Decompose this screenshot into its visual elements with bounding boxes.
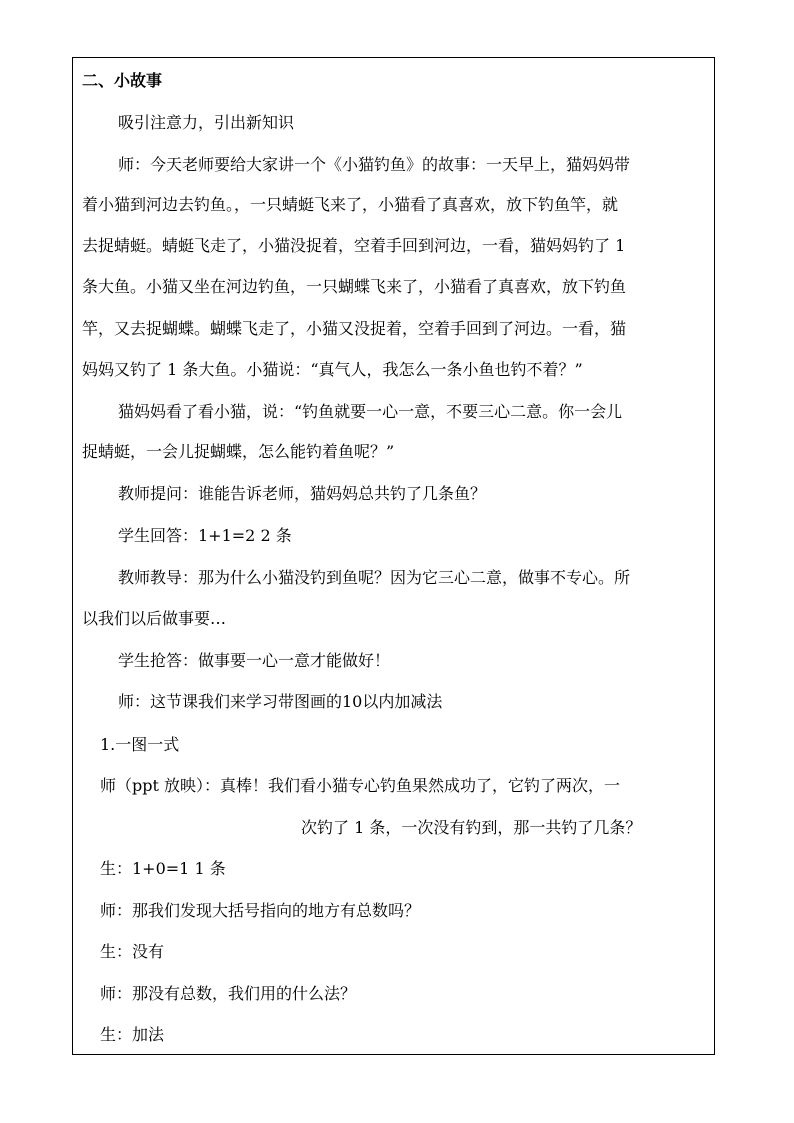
text-line: 妈妈又钓了 1 条大鱼。小猫说：“真气人，我怎么一条小鱼也钓不着？” <box>82 360 583 379</box>
text-line: 吸引注意力，引出新知识 <box>118 113 295 132</box>
text-line: 师：今天老师要给大家讲一个《小猫钓鱼》的故事：一天早上，猫妈妈带 <box>118 155 631 174</box>
text-line: 师：这节课我们来学习带图画的10以内加减法 <box>118 692 443 711</box>
numbered-heading: 1.一图一式 <box>100 735 180 754</box>
text-line: 着小猫到河边去钓鱼。，一只蜻蜓飞来了，小猫看了真喜欢，放下钓鱼竿，就 <box>82 195 619 214</box>
text-line: 以我们以后做事要… <box>82 609 227 628</box>
text-line: 学生回答：1+1=2 2 条 <box>118 526 292 545</box>
text-line: 猫妈妈看了看小猫，说：“钓鱼就要一心一意，不要三心二意。你一会儿 <box>118 402 623 421</box>
text-line: 竿，又去捉蝴蝶。蝴蝶飞走了，小猫又没捉着，空着手回到了河边。一看，猫 <box>82 319 627 338</box>
text-line: 去捉蜻蜓。蜻蜓飞走了，小猫没捉着，空着手回到河边，一看，猫妈妈钓了 1 <box>82 236 626 255</box>
section-title: 二、小故事 <box>82 71 163 90</box>
text-line: 教师提问：谁能告诉老师，猫妈妈总共钓了几条鱼？ <box>118 484 487 503</box>
text-line: 教师教导：那为什么小猫没钓到鱼呢？因为它三心二意，做事不专心。所 <box>118 568 631 587</box>
text-line: 师（ppt 放映）：真棒！我们看小猫专心钓鱼果然成功了，它钓了两次，一 <box>100 776 621 795</box>
text-line: 生：加法 <box>100 1025 165 1044</box>
text-line: 师：那没有总数，我们用的什么法？ <box>100 984 357 1003</box>
text-line: 师：那我们发现大括号指向的地方有总数吗？ <box>100 901 421 920</box>
text-line: 条大鱼。小猫又坐在河边钓鱼，一只蝴蝶飞来了，小猫看了真喜欢，放下钓鱼 <box>82 277 627 296</box>
text-line: 生：1+0=1 1 条 <box>100 859 226 878</box>
text-line: 捉蜻蜓，一会儿捉蝴蝶，怎么能钓着鱼呢？” <box>82 442 395 461</box>
text-line: 生：没有 <box>100 942 165 961</box>
text-line: 次钓了 1 条，一次没有钓到，那一共钓了几条？ <box>301 818 642 837</box>
text-line: 学生抢答：做事要一心一意才能做好！ <box>118 651 391 670</box>
